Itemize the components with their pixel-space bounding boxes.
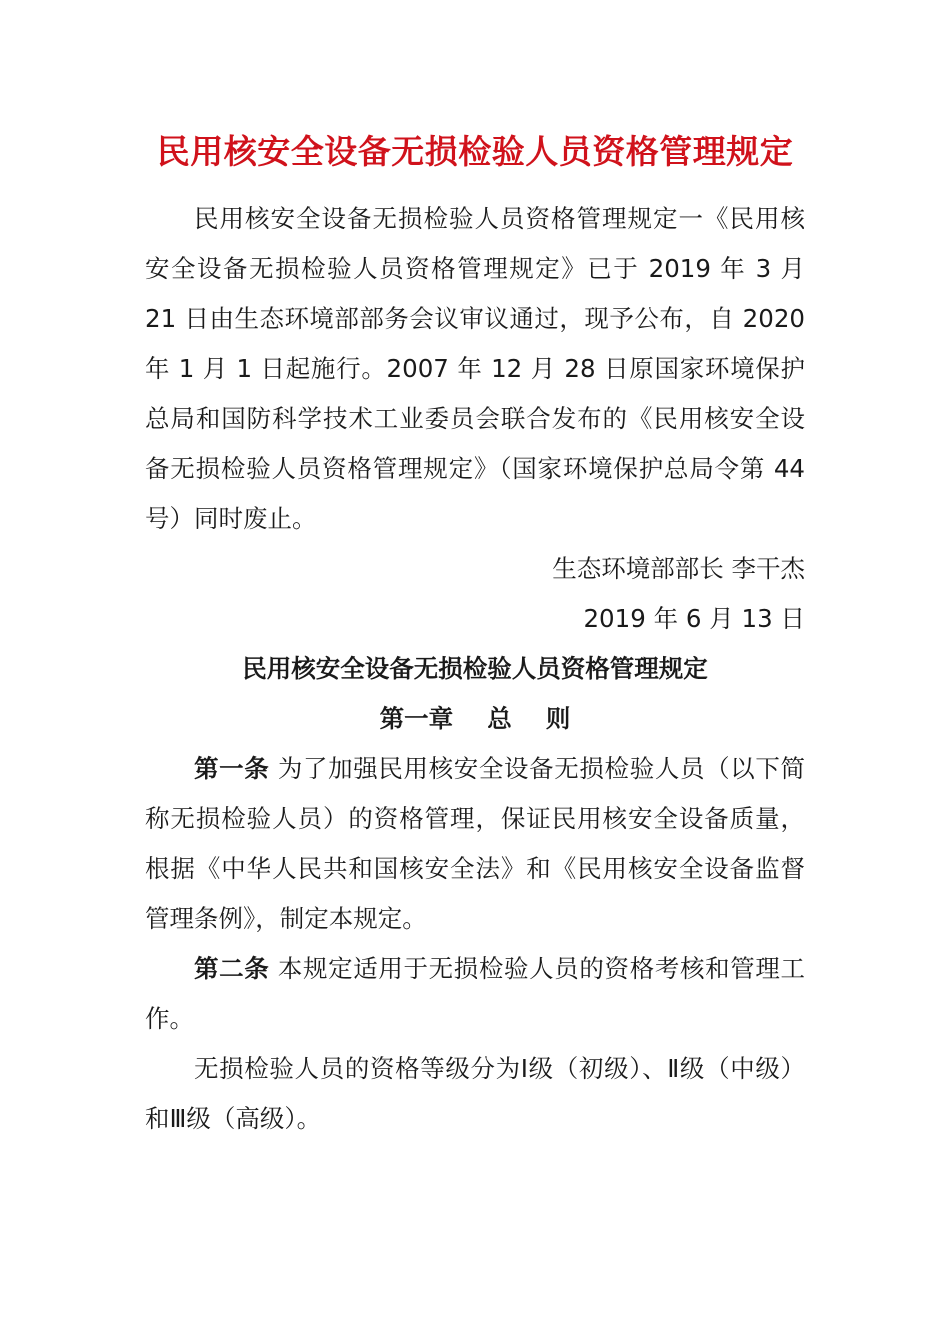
date-line: 2019 年 6 月 13 日 (583, 604, 805, 633)
regulation-title: 民用核安全设备无损检验人员资格管理规定 (242, 654, 708, 683)
article-2-text: 本规定适用于无损检验人员的资格考核和管理工作。 (145, 954, 805, 1033)
signature-line: 生态环境部部长 李干杰 (552, 554, 805, 583)
article-1-text: 为了加强民用核安全设备无损检验人员（以下简称无损检验人员）的资格管理，保证民用核安全设备质量，根据《中华人民共和国核安全法》和《民用核安全设备监督管理条例》，制定本规定。 (145, 754, 805, 933)
article-1-label: 第一条 (194, 754, 270, 783)
article-2-label: 第二条 (194, 954, 270, 983)
document-page (145, 128, 805, 1144)
intro-paragraph: 民用核安全设备无损检验人员资格管理规定⼀《民用核安全设备无损检验人员资格管理规定》已于 2019 年 3 月 21 日由生态环境部部务会议审议通过，现予公布，自 2020 年 1 月 1 日起施行。2007 年 12 月 28 日原国家环境保护总局和国防科学技术工业委员会联合发布的《民用核安全设备无损检验人员资格管理规定》（国家环境保护总局令第 44 号）同时废止。 (145, 204, 805, 533)
article-2 (145, 944, 805, 1044)
levels-paragraph: 无损检验人员的资格等级分为Ⅰ级（初级）、Ⅱ级（中级）和Ⅲ级（高级）。 (145, 1054, 805, 1133)
chapter-title: 第一章 总 则 (379, 704, 571, 733)
document-title: 民用核安全设备无损检验人员资格管理规定 (156, 132, 794, 171)
article-1 (145, 744, 805, 944)
